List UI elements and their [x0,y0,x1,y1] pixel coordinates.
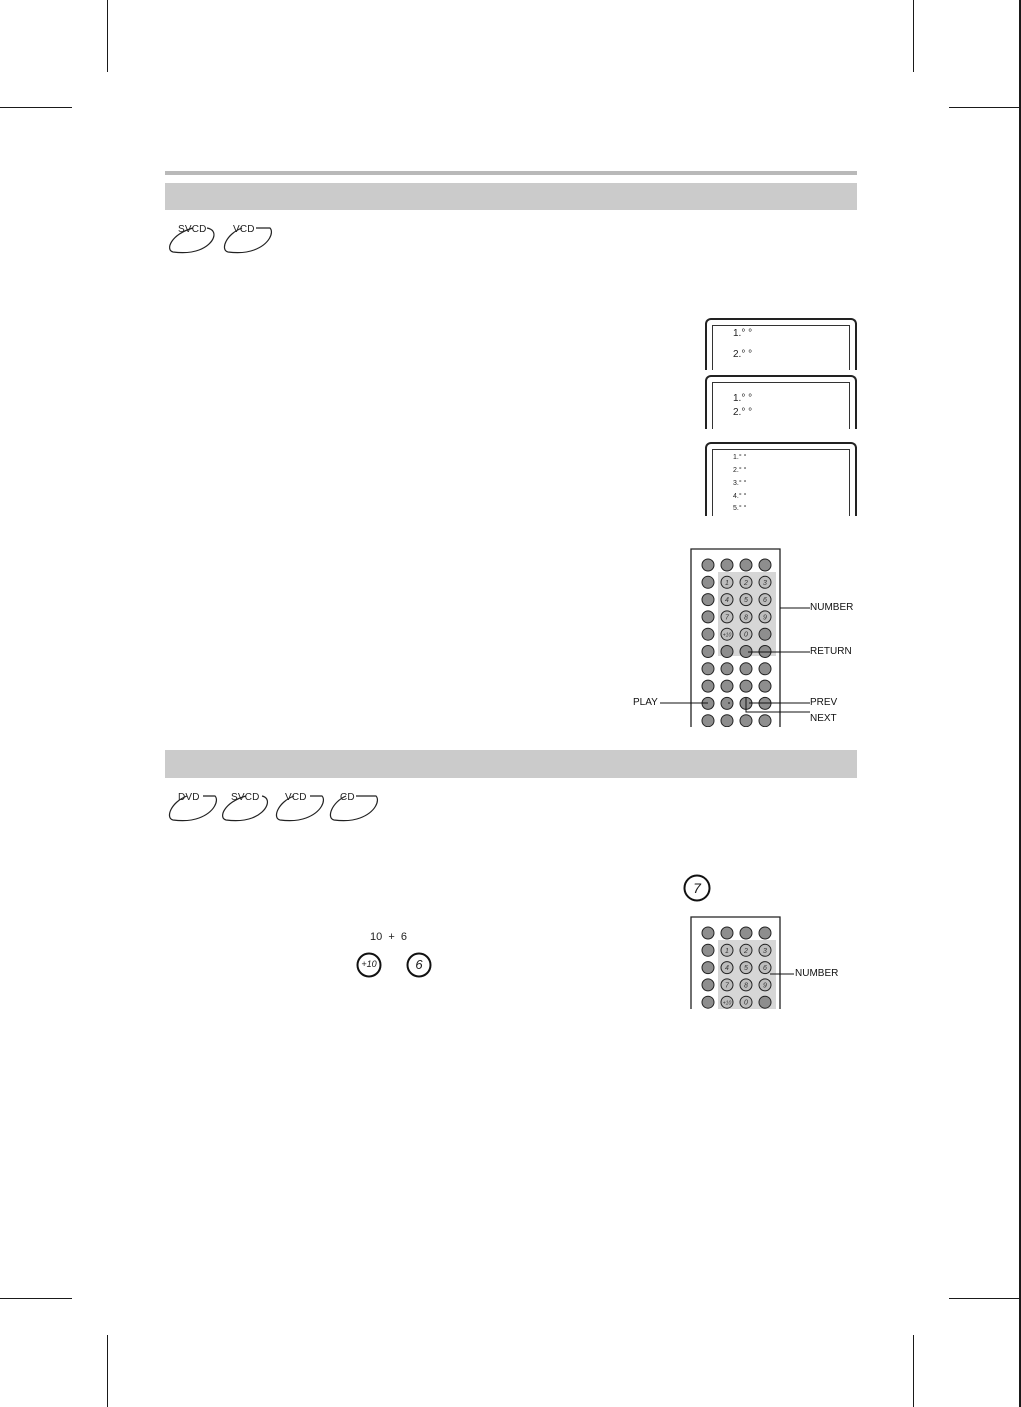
badge-label: CD [340,792,355,803]
callout-play: PLAY [633,697,658,708]
disc-badge-cd [324,790,380,822]
remote-key-+10 [721,996,733,1008]
badge-label: SVCD [231,792,260,803]
remote-key-label: 7 [725,614,729,622]
menu-line: 2.° ° [733,349,753,360]
number-6-button-icon [406,952,432,978]
remote-key [702,996,714,1008]
remote-key-label: 2 [744,947,748,955]
remote-key-1 [721,944,733,956]
menu-line: 1.° ° [733,454,747,461]
tv-screen-inner [712,382,850,429]
remote-key-2 [740,944,752,956]
remote-key-label: 5 [744,965,748,973]
callout-number: NUMBER [795,968,839,979]
remote-key-7 [721,979,733,991]
remote-key-2 [740,576,752,588]
menu-line: 5.° ° [733,505,747,512]
badge-label: VCD [285,792,307,803]
callout-return: RETURN [810,646,852,657]
remote-key-label: 7 [725,982,729,990]
menu-line: 3.° ° [733,480,747,487]
section-bar-1 [165,183,857,210]
remote-key-label: 0 [744,999,748,1007]
badge-label: DVD [178,792,200,803]
disc-badge-vcd [218,222,274,254]
crop-mark [107,0,108,72]
menu-line: 1.° ° [733,328,753,339]
remote-key [721,559,733,571]
button-label: 6 [415,957,423,972]
remote-key [702,944,714,956]
crop-mark [0,107,72,108]
disc-badge-vcd [270,790,326,822]
remote-key-label: 6 [763,965,767,973]
remote-key [702,962,714,974]
remote-key-label: 6 [763,597,767,605]
remote-key-label: 5 [744,597,748,605]
remote-key-8 [740,979,752,991]
remote-key [740,559,752,571]
section-bar-2 [165,750,857,778]
menu-line: 2.° ° [733,407,753,418]
header-rule [165,171,857,175]
remote-key [721,927,733,939]
remote-key [702,927,714,939]
remote-key-0 [740,996,752,1008]
tv-screen-1 [705,318,857,370]
remote-key [759,559,771,571]
plus10-button-icon [356,952,382,978]
crop-mark [913,1335,914,1407]
tv-screen-3 [705,442,857,516]
remote-key-label: 4 [725,597,729,605]
number-7-button-icon [683,874,711,902]
remote-key-label: 9 [763,982,767,990]
remote-key [759,996,771,1008]
remote-key-3 [759,576,771,588]
menu-line: 1.° ° [733,393,753,404]
remote-key [702,559,714,571]
remote-key [702,576,714,588]
button-label: +10 [361,959,377,969]
disc-badge-svcd [163,222,219,254]
remote-key-label: 4 [725,965,729,973]
crop-mark [913,0,914,72]
callout-next: NEXT [810,713,837,724]
remote-key-label: 1 [725,947,729,955]
menu-line: 4.° ° [733,493,747,500]
remote-key-label: 0 [744,631,748,639]
crop-mark [949,1298,1021,1299]
remote-key-label: 2 [744,579,748,587]
remote-key-3 [759,944,771,956]
remote-key [740,927,752,939]
remote-key-1 [721,576,733,588]
remote-key [702,979,714,991]
remote-key-label: 1 [725,579,729,587]
tv-screen-2 [705,375,857,429]
remote-key-label: +10 [722,632,732,639]
remote-key-label: 9 [763,614,767,622]
remote-key-5 [740,962,752,974]
crop-mark [0,1298,72,1299]
remote-key-label: 3 [763,579,767,587]
remote-key-label: 8 [744,614,748,622]
menu-line: 2.° ° [733,467,747,474]
disc-badge-svcd [216,790,272,822]
remote-key-4 [721,962,733,974]
badge-label: SVCD [178,224,207,235]
callout-number: NUMBER [810,602,854,613]
disc-badge-dvd [163,790,219,822]
remote-key-label: +10 [722,1000,732,1007]
remote-key-label: 3 [763,947,767,955]
remote-key [759,927,771,939]
crop-mark [949,107,1021,108]
crop-mark [107,1335,108,1407]
badge-label: VCD [233,224,255,235]
formula-text: 10 + 6 [370,931,408,943]
callout-prev: PREV [810,697,838,708]
button-label: 7 [693,880,701,896]
remote-key-label: 8 [744,982,748,990]
